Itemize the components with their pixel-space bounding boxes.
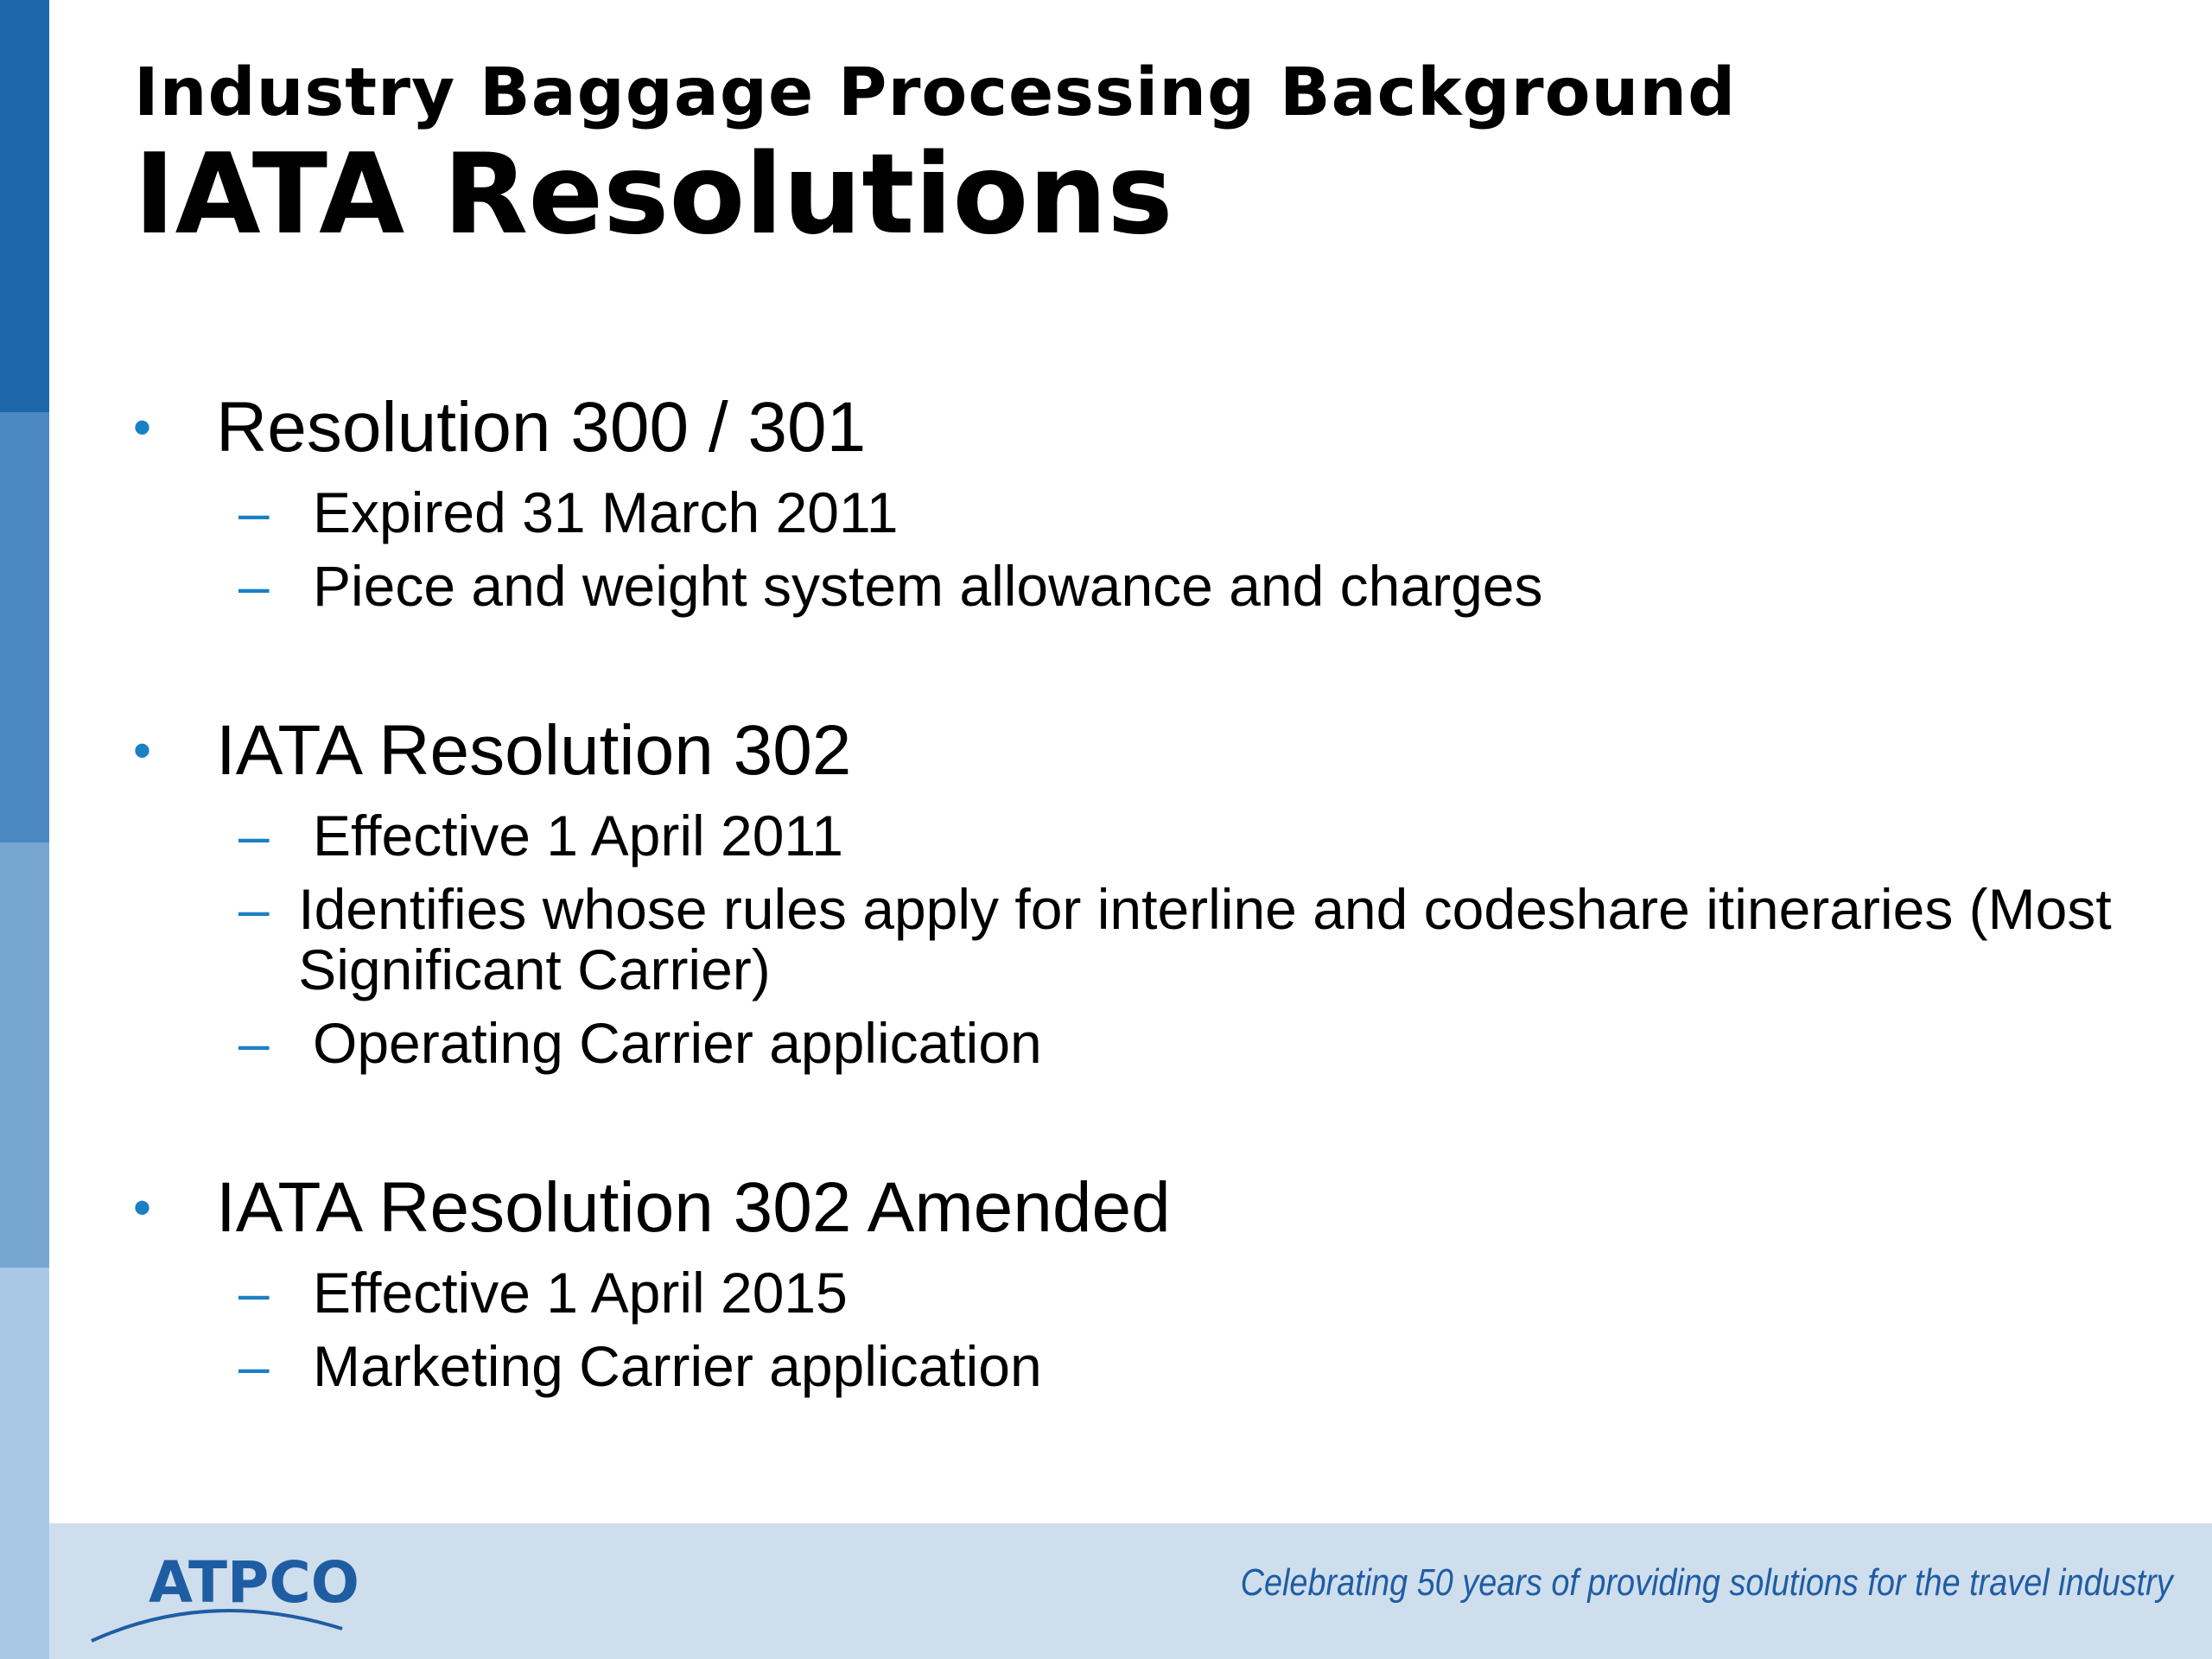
footer-bar [49, 1523, 2212, 1659]
sub-item [238, 1006, 2152, 1079]
left-color-strip [0, 0, 49, 1659]
dash-icon: – [238, 1335, 270, 1397]
sub-item [238, 798, 2152, 872]
title-block [134, 54, 1737, 259]
dash-icon: – [238, 1262, 270, 1324]
bullet-dot-icon: • [133, 398, 152, 456]
sub-item [238, 872, 2152, 1006]
logo-text: ATPCO [149, 1549, 359, 1616]
dash-icon: – [238, 804, 270, 867]
sub-item [238, 549, 2152, 622]
sub-item [238, 1255, 2152, 1329]
strip-block-dark [0, 0, 49, 412]
bullet-content [130, 380, 2152, 1484]
dash-icon: – [238, 481, 270, 543]
dash-icon: – [238, 878, 270, 940]
sub-list [130, 1255, 2152, 1402]
sub-item-text: Identifies whose rules apply for interline and codeshare itineraries (Most Significant Carrier) [298, 877, 2112, 1001]
bullet-item [130, 380, 2152, 475]
strip-block-lightest [0, 1268, 49, 1659]
sub-item-text: Marketing Carrier application [313, 1334, 1042, 1398]
slide-subtitle: Industry Baggage Processing Background [134, 54, 1737, 131]
logo-swoosh-icon [88, 1594, 347, 1646]
footer-tagline: Celebrating 50 years of providing solutions for the travel industry [1240, 1561, 2173, 1604]
sub-list [130, 475, 2152, 622]
sub-item [238, 475, 2152, 549]
bullet-heading: IATA Resolution 302 Amended [216, 1168, 1171, 1247]
bullet-dot-icon: • [133, 721, 152, 779]
dash-icon: – [238, 555, 270, 617]
bullet-heading: IATA Resolution 302 [216, 711, 852, 790]
sub-item-text: Effective 1 April 2011 [313, 804, 843, 868]
bullet-item [130, 1160, 2152, 1255]
sub-item-text: Operating Carrier application [313, 1011, 1042, 1075]
atpco-logo [88, 1549, 359, 1644]
slide-title: IATA Resolutions [134, 130, 1173, 259]
bullet-dot-icon: • [133, 1179, 152, 1236]
sub-item-text: Expired 31 March 2011 [313, 480, 899, 544]
bullet-heading: Resolution 300 / 301 [216, 388, 867, 467]
section-resolution-300-301 [130, 380, 2152, 622]
strip-block-medium [0, 412, 49, 842]
dash-icon: – [238, 1012, 270, 1074]
sub-list [130, 798, 2152, 1079]
section-resolution-302-amended [130, 1160, 2152, 1402]
sub-item [238, 1329, 2152, 1402]
sub-item-text: Effective 1 April 2015 [313, 1261, 848, 1325]
sub-item-text: Piece and weight system allowance and charges [313, 554, 1543, 618]
section-resolution-302 [130, 703, 2152, 1079]
bullet-item [130, 703, 2152, 798]
strip-block-light [0, 842, 49, 1268]
